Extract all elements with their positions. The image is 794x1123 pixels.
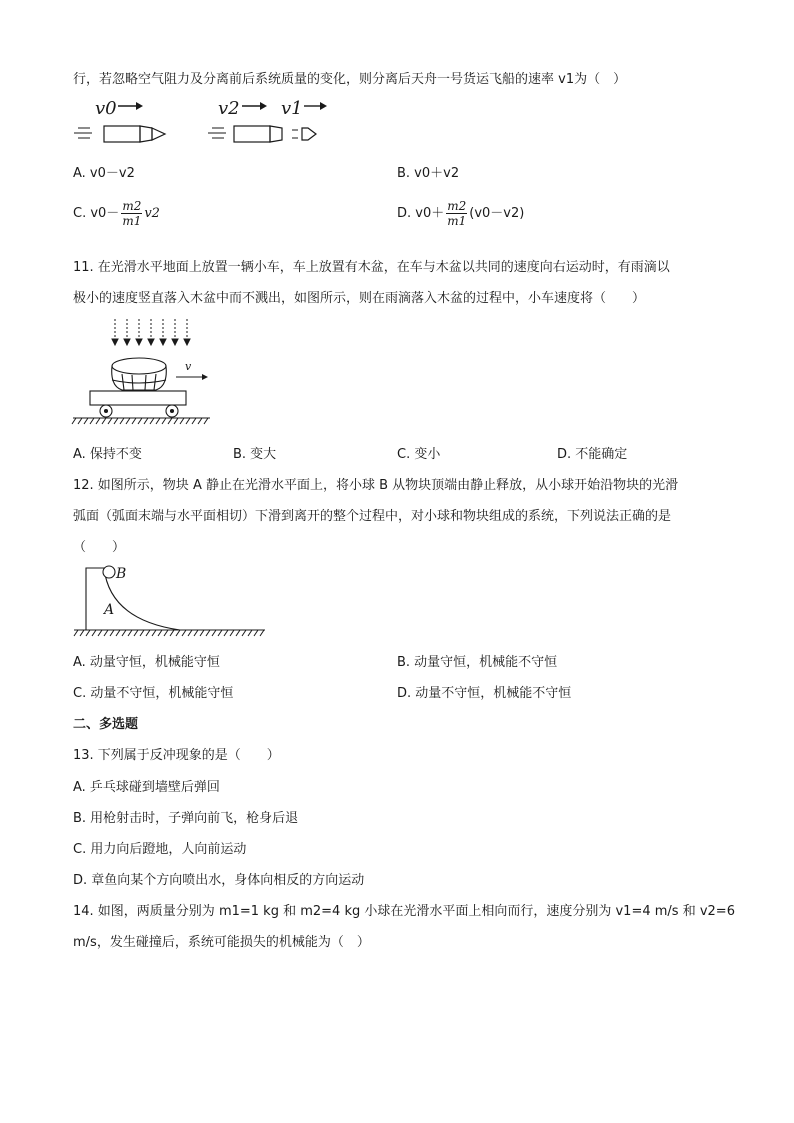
q11-option-a[interactable]: A. 保持不变	[73, 447, 142, 462]
option-c-denominator: m1	[122, 214, 142, 228]
q10-option-d[interactable]	[397, 199, 524, 228]
q10-option-a[interactable]: A. v0－v2	[73, 166, 135, 181]
arrowhead-v2	[260, 102, 267, 110]
label-a: A	[104, 602, 115, 618]
section-title-multiple-choice: 二、多选题	[73, 717, 139, 732]
q12-line2: 弧面（弧面末端与水平面相切）下滑到离开的整个过程中，对小球和物块组成的系统，下列说法正确的是	[73, 509, 672, 524]
q11-line2: 极小的速度竖直落入木盆中而不溅出，如图所示，则在雨滴落入木盆的过程中，小车速度将（ ）	[73, 291, 646, 306]
option-d-fraction	[446, 199, 467, 228]
arrowhead-v1	[320, 102, 327, 110]
q12-option-d[interactable]: D. 动量不守恒，机械能不守恒	[397, 686, 572, 701]
option-d-numerator: m2	[447, 199, 467, 213]
label-v0: v0	[95, 98, 117, 119]
rocket-after-separation	[208, 126, 316, 142]
q14-line1: 14. 如图，两质量分别为 m1=1 kg 和 m2=4 kg 小球在光滑水平面上相向而行，速度分别为 v1=4 m/s 和 v2=6	[73, 904, 735, 919]
q10-option-c[interactable]	[73, 199, 160, 228]
q13-option-a[interactable]: A. 乒乓球碰到墙壁后弹回	[73, 780, 220, 795]
option-c-suffix: v2	[144, 206, 160, 221]
q11-option-b[interactable]: B. 变大	[233, 447, 277, 462]
option-c-fraction	[121, 199, 142, 228]
q12-option-a[interactable]: A. 动量守恒，机械能守恒	[73, 655, 220, 670]
wooden-basin	[112, 358, 167, 390]
block-a	[86, 568, 180, 630]
ground-hatch	[72, 418, 210, 424]
q12-figure	[70, 560, 270, 645]
q11-figure	[70, 314, 220, 434]
option-d-suffix: (v0－v2)	[469, 206, 525, 221]
label-b: B	[116, 566, 127, 582]
ground-hatch	[74, 630, 265, 636]
q13-option-c[interactable]: C. 用力向后蹬地，人向前运动	[73, 842, 247, 857]
q11-option-c[interactable]: C. 变小	[397, 447, 441, 462]
q10-option-b[interactable]: B. v0＋v2	[397, 166, 460, 181]
q11-line1: 11. 在光滑水平地面上放置一辆小车，车上放置有木盆，在车与木盆以共同的速度向右运动时，有雨滴以	[73, 260, 670, 275]
q11-option-d[interactable]: D. 不能确定	[557, 447, 628, 462]
label-v2: v2	[218, 98, 240, 119]
q13-option-d[interactable]: D. 章鱼向某个方向喷出水，身体向相反的方向运动	[73, 873, 365, 888]
q13-option-b[interactable]: B. 用枪射击时，子弹向前飞，枪身后退	[73, 811, 299, 826]
arrowhead-velocity	[202, 374, 208, 380]
option-c-numerator: m2	[122, 199, 142, 213]
q12-option-b[interactable]: B. 动量守恒，机械能不守恒	[397, 655, 558, 670]
option-d-prefix: D. v0＋	[397, 206, 445, 221]
q10-figure	[70, 92, 340, 152]
q12-line3: （ ）	[73, 540, 126, 555]
ball-b	[103, 566, 115, 578]
q10-stem: 行，若忽略空气阻力及分离前后系统质量的变化，则分离后天舟一号货运飞船的速率 v1为（ ）	[73, 72, 627, 87]
raindrop-arrows	[112, 319, 190, 345]
q12-line1: 12. 如图所示，物块 A 静止在光滑水平面上，将小球 B 从物块顶端由静止释放，从小球开始沿物块的光滑	[73, 478, 679, 493]
label-v: v	[185, 360, 192, 373]
q13-stem: 13. 下列属于反冲现象的是（ ）	[73, 748, 280, 763]
cart	[90, 391, 186, 417]
option-d-denominator: m1	[447, 214, 467, 228]
q14-line2: m/s，发生碰撞后，系统可能损失的机械能为（ ）	[73, 935, 370, 950]
arrowhead-v0	[136, 102, 143, 110]
rocket-before-separation	[74, 126, 165, 142]
q12-option-c[interactable]: C. 动量不守恒，机械能守恒	[73, 686, 234, 701]
label-v1: v1	[281, 98, 303, 119]
option-c-prefix: C. v0－	[73, 206, 120, 221]
